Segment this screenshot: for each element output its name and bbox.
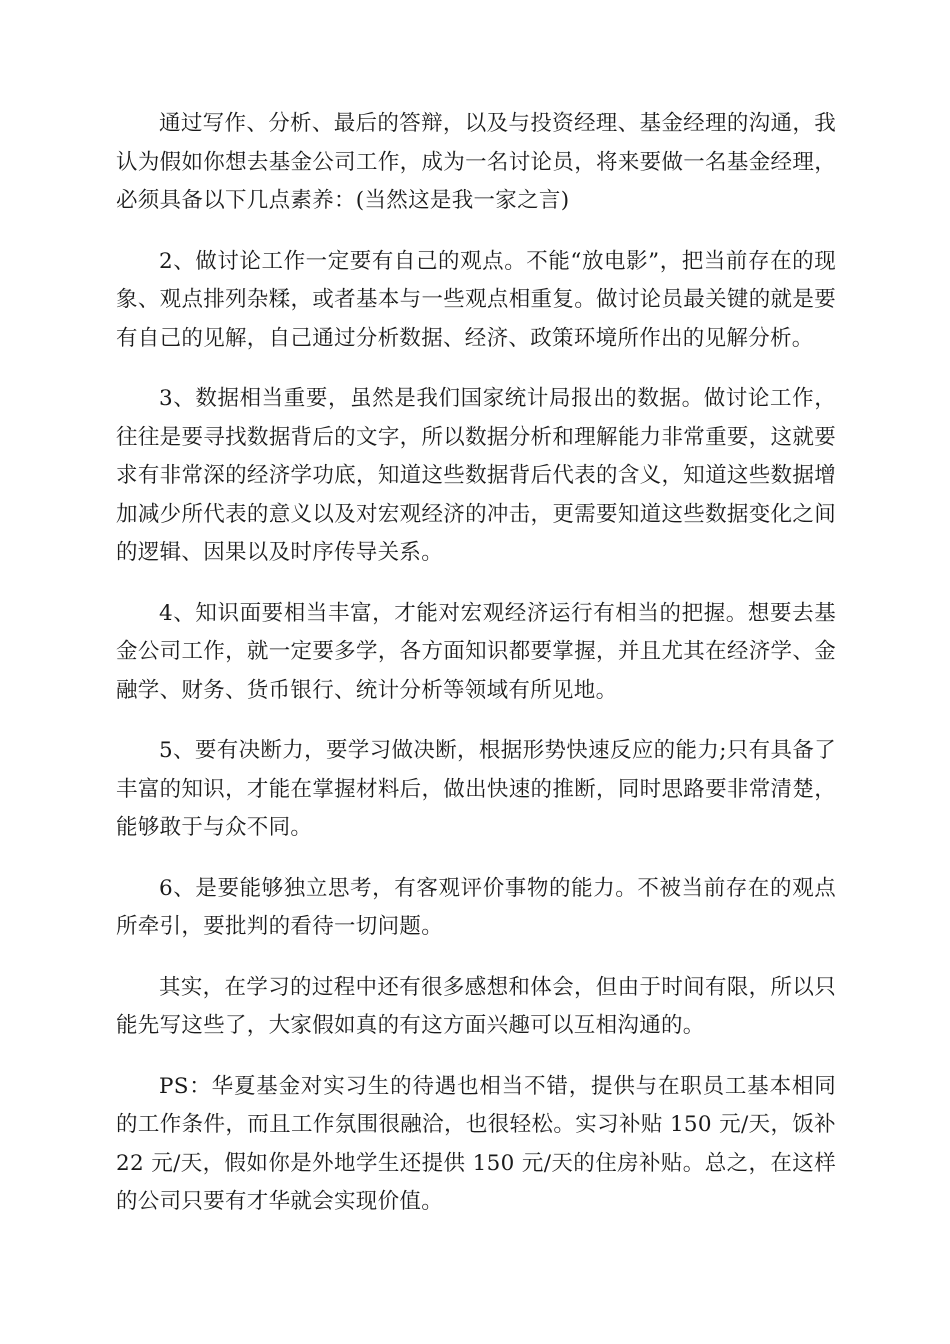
paragraph-ps: PS：华夏基金对实习生的待遇也相当不错，提供与在职员工基本相同的工作条件，而且工作氛围很融洽，也很轻松。实习补贴 150 元/天，饭补 22 元/天，假如你是外地学生还提供 150 元/天的住房补贴。总之，在这样的公司只要有才华就会实现价值。 [116, 1073, 836, 1214]
paragraph-point-4: 4、知识面要相当丰富，才能对宏观经济运行有相当的把握。想要去基金公司工作，就一定要多学，各方面知识都要掌握，并且尤其在经济学、金融学、财务、货币银行、统计分析等领域有所见地。 [116, 600, 836, 703]
paragraph-closing: 其实，在学习的过程中还有很多感想和体会，但由于时间有限，所以只能先写这些了，大家假如真的有这方面兴趣可以互相沟通的。 [116, 974, 836, 1038]
paragraph-point-2: 2、做讨论工作一定要有自己的观点。不能“放电影”，把当前存在的现象、观点排列杂糅，或者基本与一些观点相重复。做讨论员最关键的就是要有自己的见解，自己通过分析数据、经济、政策环境所作出的见解分析。 [116, 248, 836, 351]
paragraph-point-3: 3、数据相当重要，虽然是我们国家统计局报出的数据。做讨论工作，往往是要寻找数据背后的文字，所以数据分析和理解能力非常重要，这就要求有非常深的经济学功底，知道这些数据背后代表的含义，知道这些数据增加减少所代表的意义以及对宏观经济的冲击，更需要知道这些数据变化之间的逻辑、因果以及时序传导关系。 [116, 386, 836, 565]
document-body [116, 105, 836, 1244]
paragraph-point-5: 5、要有决断力，要学习做决断，根据形势快速反应的能力;只有具备了丰富的知识，才能在掌握材料后，做出快速的推断，同时思路要非常清楚，能够敢于与众不同。 [116, 738, 836, 840]
paragraph-intro: 通过写作、分析、最后的答辩，以及与投资经理、基金经理的沟通，我认为假如你想去基金公司工作，成为一名讨论员，将来要做一名基金经理，必须具备以下几点素养：(当然这是我一家之言) [116, 111, 836, 213]
paragraph-point-6: 6、是要能够独立思考，有客观评价事物的能力。不被当前存在的观点所牵引，要批判的看待一切问题。 [116, 875, 836, 939]
